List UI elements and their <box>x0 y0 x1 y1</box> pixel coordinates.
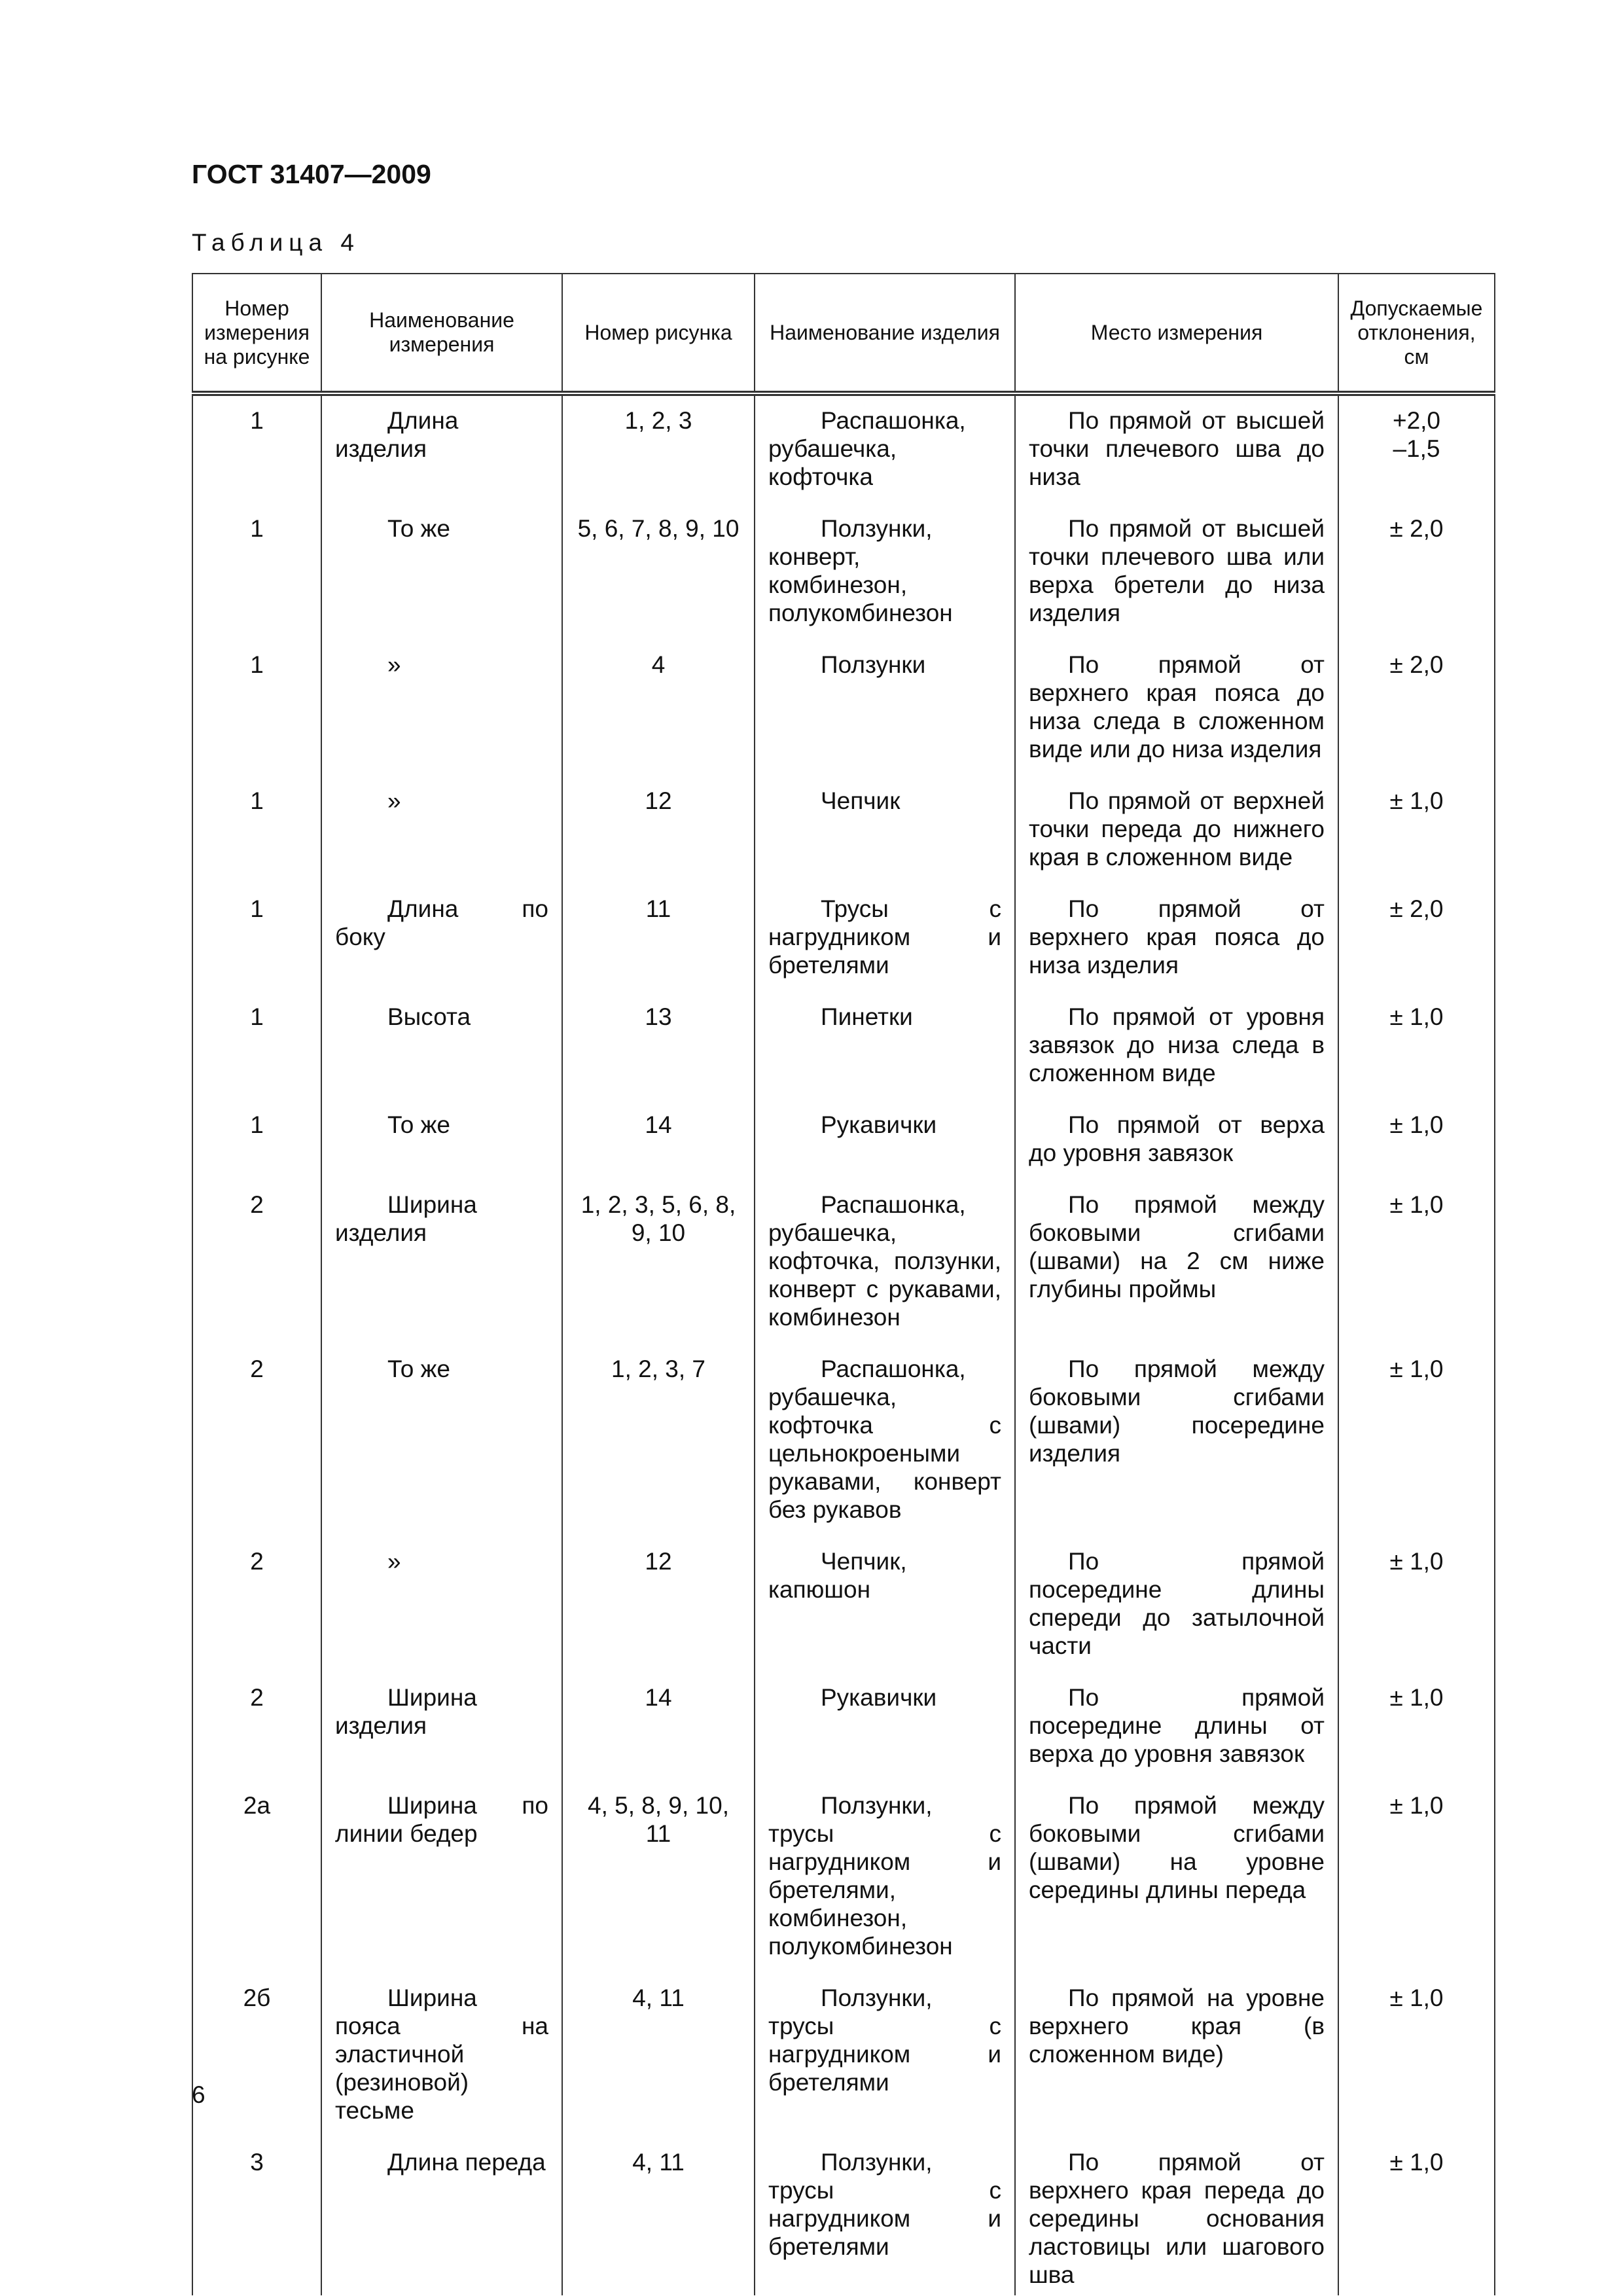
measurement-number-cell: 1 <box>192 884 321 992</box>
measurement-number-cell: 1 <box>192 992 321 1100</box>
measurement-name-cell: Ширина изделия <box>321 1180 562 1344</box>
tolerance-cell: ± 2,0 <box>1338 504 1495 640</box>
measurement-name-cell: Длина по боку <box>321 884 562 992</box>
measurement-number-cell: 1 <box>192 776 321 884</box>
figure-number-cell: 14 <box>562 1100 755 1180</box>
measurement-number-cell: 1 <box>192 1100 321 1180</box>
measurement-number-cell: 3 <box>192 2138 321 2295</box>
table-row <box>192 1781 1495 1973</box>
item-name-cell: Ползунки, трусы с нагрудником и бретелями, комбинезон, полукомбинезон <box>755 1781 1015 1973</box>
column-header-item-name: Наименование изделия <box>755 274 1015 393</box>
measurement-number-cell: 1 <box>192 640 321 776</box>
tolerance-cell: ± 1,0 <box>1338 1344 1495 1537</box>
tolerance-cell: ± 1,0 <box>1338 992 1495 1100</box>
measurement-number-cell: 2 <box>192 1344 321 1537</box>
measurement-number-cell: 2б <box>192 1973 321 2138</box>
item-name-cell: Пинетки <box>755 992 1015 1100</box>
table-row <box>192 992 1495 1100</box>
table-row <box>192 1180 1495 1344</box>
measurement-number-cell: 2 <box>192 1537 321 1673</box>
table-header-row <box>192 274 1495 393</box>
measurement-number-cell: 1 <box>192 393 321 504</box>
measurement-place-cell: По прямой от верхней точки переда до нижнего края в сложенном виде <box>1015 776 1338 884</box>
measurement-name-cell: Ширина по линии бедер <box>321 1781 562 1973</box>
measurement-place-cell: По прямой от верхнего края переда до середины основания ластовицы или шагового шва <box>1015 2138 1338 2295</box>
measurement-number-cell: 2 <box>192 1673 321 1781</box>
table-row <box>192 1344 1495 1537</box>
tolerance-cell: ± 2,0 <box>1338 884 1495 992</box>
measurement-name-cell: Длина переда <box>321 2138 562 2295</box>
column-header-measurement-number: Номер измерения на рисунке <box>192 274 321 393</box>
table-row <box>192 1100 1495 1180</box>
table-row <box>192 884 1495 992</box>
measurement-place-cell: По прямой между боковыми сгибами (швами) на 2 см ниже глубины проймы <box>1015 1180 1338 1344</box>
tolerance-cell: ± 1,0 <box>1338 776 1495 884</box>
tolerance-cell: ± 1,0 <box>1338 1781 1495 1973</box>
page-number: 6 <box>192 2081 205 2108</box>
item-name-cell: Ползунки, трусы с нагрудником и бретелями <box>755 1973 1015 2138</box>
measurement-place-cell: По прямой от верхнего края пояса до низа следа в сложенном виде или до низа изделия <box>1015 640 1338 776</box>
measurement-name-cell: » <box>321 640 562 776</box>
column-header-measurement-place: Место измерения <box>1015 274 1338 393</box>
figure-number-cell: 4, 11 <box>562 2138 755 2295</box>
column-header-measurement-name: Наименование измерения <box>321 274 562 393</box>
figure-number-cell: 1, 2, 3 <box>562 393 755 504</box>
column-header-tolerance: Допускаемые отклонения, см <box>1338 274 1495 393</box>
figure-number-cell: 4 <box>562 640 755 776</box>
measurement-place-cell: По прямой посередине длины спереди до затылочной части <box>1015 1537 1338 1673</box>
measurement-name-cell: То же <box>321 504 562 640</box>
measurement-name-cell: Длина изделия <box>321 393 562 504</box>
measurement-name-cell: » <box>321 776 562 884</box>
figure-number-cell: 1, 2, 3, 5, 6, 8, 9, 10 <box>562 1180 755 1344</box>
figure-number-cell: 14 <box>562 1673 755 1781</box>
item-name-cell: Ползунки, трусы с нагрудником и бретелями <box>755 2138 1015 2295</box>
measurement-place-cell: По прямой от высшей точки плечевого шва до низа <box>1015 393 1338 504</box>
item-name-cell: Рукавички <box>755 1673 1015 1781</box>
figure-number-cell: 12 <box>562 776 755 884</box>
figure-number-cell: 1, 2, 3, 7 <box>562 1344 755 1537</box>
measurements-table <box>192 273 1495 2295</box>
measurement-name-cell: Ширина изделия <box>321 1673 562 1781</box>
tolerance-cell: +2,0 –1,5 <box>1338 393 1495 504</box>
table-row <box>192 393 1495 504</box>
measurement-place-cell: По прямой от верха до уровня завязок <box>1015 1100 1338 1180</box>
item-name-cell: Распашонка, рубашечка, кофточка, ползунки, конверт с рукавами, комбинезон <box>755 1180 1015 1344</box>
column-header-figure-number: Номер рисунка <box>562 274 755 393</box>
table-row <box>192 776 1495 884</box>
measurement-number-cell: 2 <box>192 1180 321 1344</box>
figure-number-cell: 12 <box>562 1537 755 1673</box>
measurement-place-cell: По прямой от уровня завязок до низа следа в сложенном виде <box>1015 992 1338 1100</box>
measurement-name-cell: Высота <box>321 992 562 1100</box>
table-row <box>192 504 1495 640</box>
item-name-cell: Трусы с нагрудником и бретелями <box>755 884 1015 992</box>
item-name-cell: Ползунки, конверт, комбинезон, полукомбинезон <box>755 504 1015 640</box>
measurement-place-cell: По прямой от верхнего края пояса до низа изделия <box>1015 884 1338 992</box>
measurement-name-cell: Ширина пояса на эластичной (резиновой) тесьме <box>321 1973 562 2138</box>
table-row <box>192 1537 1495 1673</box>
tolerance-cell: ± 1,0 <box>1338 1537 1495 1673</box>
table-row <box>192 640 1495 776</box>
figure-number-cell: 11 <box>562 884 755 992</box>
item-name-cell: Чепчик, капюшон <box>755 1537 1015 1673</box>
tolerance-cell: ± 1,0 <box>1338 1973 1495 2138</box>
item-name-cell: Распашонка, рубашечка, кофточка с цельнокроеными рукавами, конверт без рукавов <box>755 1344 1015 1537</box>
figure-number-cell: 4, 5, 8, 9, 10, 11 <box>562 1781 755 1973</box>
tolerance-cell: ± 1,0 <box>1338 1100 1495 1180</box>
measurement-place-cell: По прямой между боковыми сгибами (швами) посередине изделия <box>1015 1344 1338 1537</box>
table-row <box>192 2138 1495 2295</box>
tolerance-cell: ± 1,0 <box>1338 2138 1495 2295</box>
tolerance-cell: ± 1,0 <box>1338 1180 1495 1344</box>
item-name-cell: Ползунки <box>755 640 1015 776</box>
tolerance-cell: ± 2,0 <box>1338 640 1495 776</box>
measurement-place-cell: По прямой между боковыми сгибами (швами) на уровне середины длины переда <box>1015 1781 1338 1973</box>
figure-number-cell: 4, 11 <box>562 1973 755 2138</box>
table-caption: Таблица 4 <box>192 229 360 256</box>
table-body <box>192 393 1495 2295</box>
table-row <box>192 1973 1495 2138</box>
measurement-name-cell: То же <box>321 1100 562 1180</box>
table-row <box>192 1673 1495 1781</box>
measurement-number-cell: 2а <box>192 1781 321 1973</box>
tolerance-cell: ± 1,0 <box>1338 1673 1495 1781</box>
measurement-name-cell: То же <box>321 1344 562 1537</box>
figure-number-cell: 5, 6, 7, 8, 9, 10 <box>562 504 755 640</box>
measurement-place-cell: По прямой на уровне верхнего края (в сложенном виде) <box>1015 1973 1338 2138</box>
measurement-number-cell: 1 <box>192 504 321 640</box>
measurement-place-cell: По прямой от высшей точки плечевого шва или верха бретели до низа изделия <box>1015 504 1338 640</box>
item-name-cell: Распашонка, рубашечка, кофточка <box>755 393 1015 504</box>
measurement-name-cell: » <box>321 1537 562 1673</box>
figure-number-cell: 13 <box>562 992 755 1100</box>
measurement-place-cell: По прямой посередине длины от верха до уровня завязок <box>1015 1673 1338 1781</box>
document-header: ГОСТ 31407—2009 <box>192 159 431 189</box>
item-name-cell: Рукавички <box>755 1100 1015 1180</box>
item-name-cell: Чепчик <box>755 776 1015 884</box>
